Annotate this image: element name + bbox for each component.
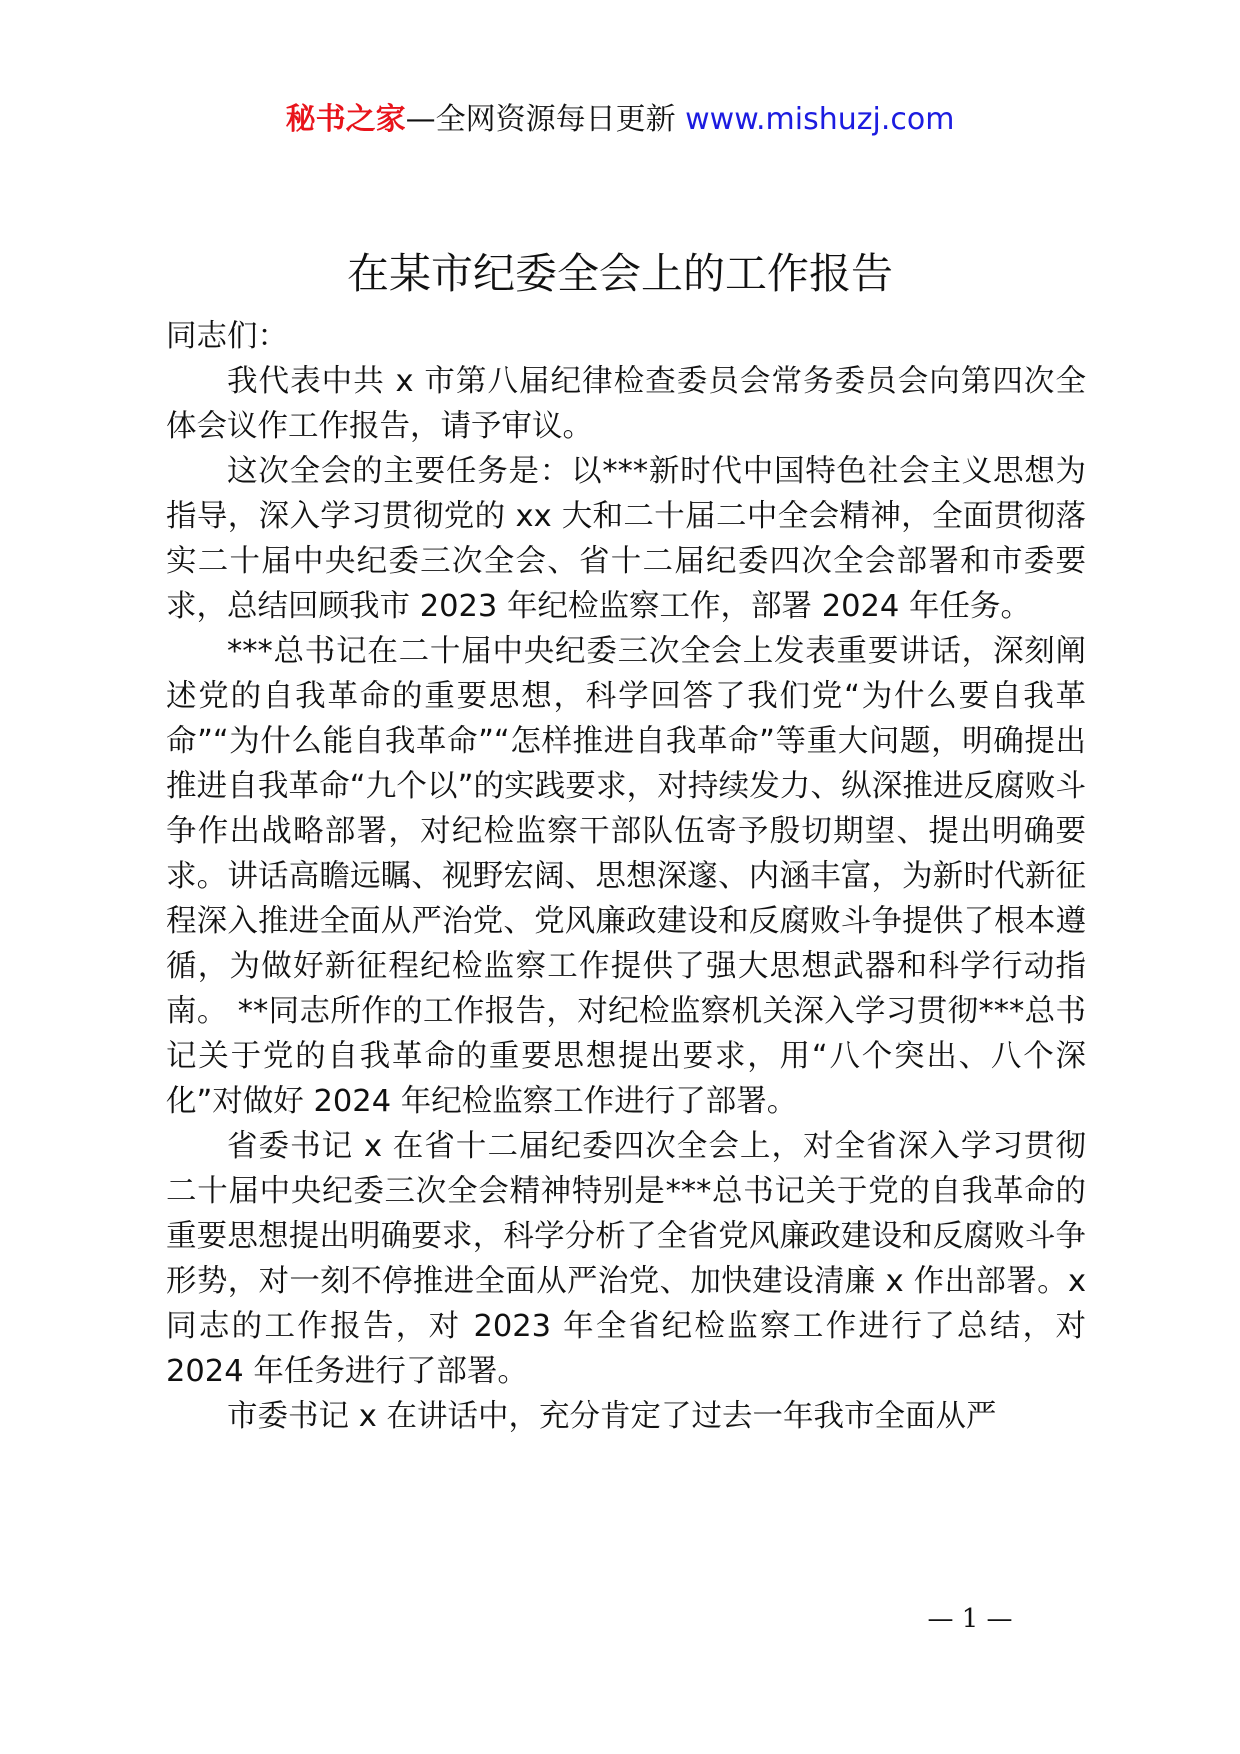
salutation: 同志们： (166, 319, 288, 354)
paragraph-4: 省委书记 x 在省十二届纪委四次全会上，对全省深入学习贯彻二十届中央纪委三次全会精神特别是***总书记关于党的自我革命的重要思想提出明确要求，科学分析了全省党风廉政建设和反腐败斗争形势，对一刻不停推进全面从严治党、加快建设清廉 x 作出部署。x 同志的工作报告，对 2023 年全省纪检监察工作进行了总结，对 2024 年任务进行了部署。 (166, 1129, 1086, 1389)
site-url-link[interactable]: www.mishuzj.com (685, 102, 955, 137)
paragraph-1: 我代表中共 x 市第八届纪律检查委员会常务委员会向第四次全体会议作工作报告，请予审议。 (166, 364, 1086, 444)
paragraph-2: 这次全会的主要任务是：以***新时代中国特色社会主义思想为指导，深入学习贯彻党的 xx 大和二十届二中全会精神，全面贯彻落实二十届中央纪委三次全会、省十二届纪委四次全会部署和市委要求，总结回顾我市 2023 年纪检监察工作，部署 2024 年任务。 (166, 454, 1086, 624)
site-brand: 秘书之家 (285, 102, 406, 137)
site-tagline: —全网资源每日更新 (405, 102, 676, 137)
document-body (166, 314, 1086, 1439)
document-title: 在某市纪委全会上的工作报告 (346, 249, 893, 298)
paragraph-5: 市委书记 x 在讲话中，充分肯定了过去一年我市全面从严 (227, 1399, 997, 1434)
site-header (0, 100, 1240, 140)
paragraph-3: ***总书记在二十届中央纪委三次全会上发表重要讲话，深刻阐述党的自我革命的重要思想，科学回答了我们党“为什么要自我革命”“为什么能自我革命”“怎样推进自我革命”等重大问题，明确提出推进自我革命“九个以”的实践要求，对持续发力、纵深推进反腐败斗争作出战略部署，对纪检监察干部队伍寄予殷切期望、提出明确要求。讲话高瞻远瞩、视野宏阔、思想深邃、内涵丰富，为新时代新征程深入推进全面从严治党、党风廉政建设和反腐败斗争提供了根本遵循，为做好新征程纪检监察工作提供了强大思想武器和科学行动指南。 **同志所作的工作报告，对纪检监察机关深入学习贯彻***总书记关于党的自我革命的重要思想提出要求，用“八个突出、八个深化”对做好 2024 年纪检监察工作进行了部署。 (166, 634, 1086, 1119)
page-number: — 1 — (927, 1604, 1013, 1634)
